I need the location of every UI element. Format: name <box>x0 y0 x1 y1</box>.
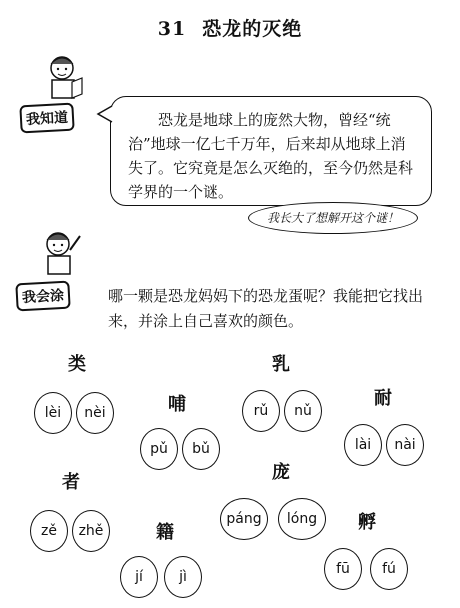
egg-option[interactable]: páng <box>220 498 268 540</box>
shout-bubble: 我长大了想解开这个谜！ <box>248 202 418 234</box>
hanzi-bu: 哺 <box>168 394 186 415</box>
hanzi-ru: 乳 <box>272 354 290 375</box>
paint-text: 哪一颗是恐龙妈妈下的恐龙蛋呢？我能把它找出来，并涂上自己喜欢的颜色。 <box>108 287 424 330</box>
egg-option[interactable]: lóng <box>278 498 326 540</box>
egg-option[interactable]: nài <box>386 424 424 466</box>
hanzi-zhe: 者 <box>62 472 80 493</box>
egg-option[interactable]: pǔ <box>140 428 178 470</box>
egg-option[interactable]: nèi <box>76 392 114 434</box>
page-title <box>0 14 460 41</box>
lesson-number: 31 <box>157 18 187 40</box>
egg-option[interactable]: lèi <box>34 392 72 434</box>
egg-option[interactable]: fū <box>324 548 362 590</box>
egg-option[interactable]: fú <box>370 548 408 590</box>
egg-option[interactable]: lài <box>344 424 382 466</box>
bubble-tail <box>96 104 114 124</box>
egg-option[interactable]: zě <box>30 510 68 552</box>
hanzi-pang: 庞 <box>272 462 290 483</box>
egg-option[interactable]: bǔ <box>182 428 220 470</box>
hanzi-fu: 孵 <box>358 512 376 533</box>
know-badge: 我知道 <box>19 103 74 134</box>
egg-option[interactable]: jí <box>120 556 158 598</box>
egg-option[interactable]: zhě <box>72 510 110 552</box>
lesson-title: 恐龙的灭绝 <box>202 18 303 40</box>
hanzi-lei: 类 <box>68 354 86 375</box>
paint-badge: 我会涂 <box>15 281 70 312</box>
boy-painting-icon <box>38 228 82 280</box>
boy-reading-icon <box>42 52 86 104</box>
egg-option[interactable]: nǔ <box>284 390 322 432</box>
know-text: 恐龙是地球上的庞然大物，曾经“统治”地球一亿七千万年，后来却从地球上消失了。它究竟是怎么灭绝的，至今仍然是科学界的一个谜。 <box>128 111 414 201</box>
hanzi-ji: 籍 <box>156 522 174 543</box>
egg-option[interactable]: jì <box>164 556 202 598</box>
hanzi-nai: 耐 <box>374 388 392 409</box>
egg-option[interactable]: rǔ <box>242 390 280 432</box>
